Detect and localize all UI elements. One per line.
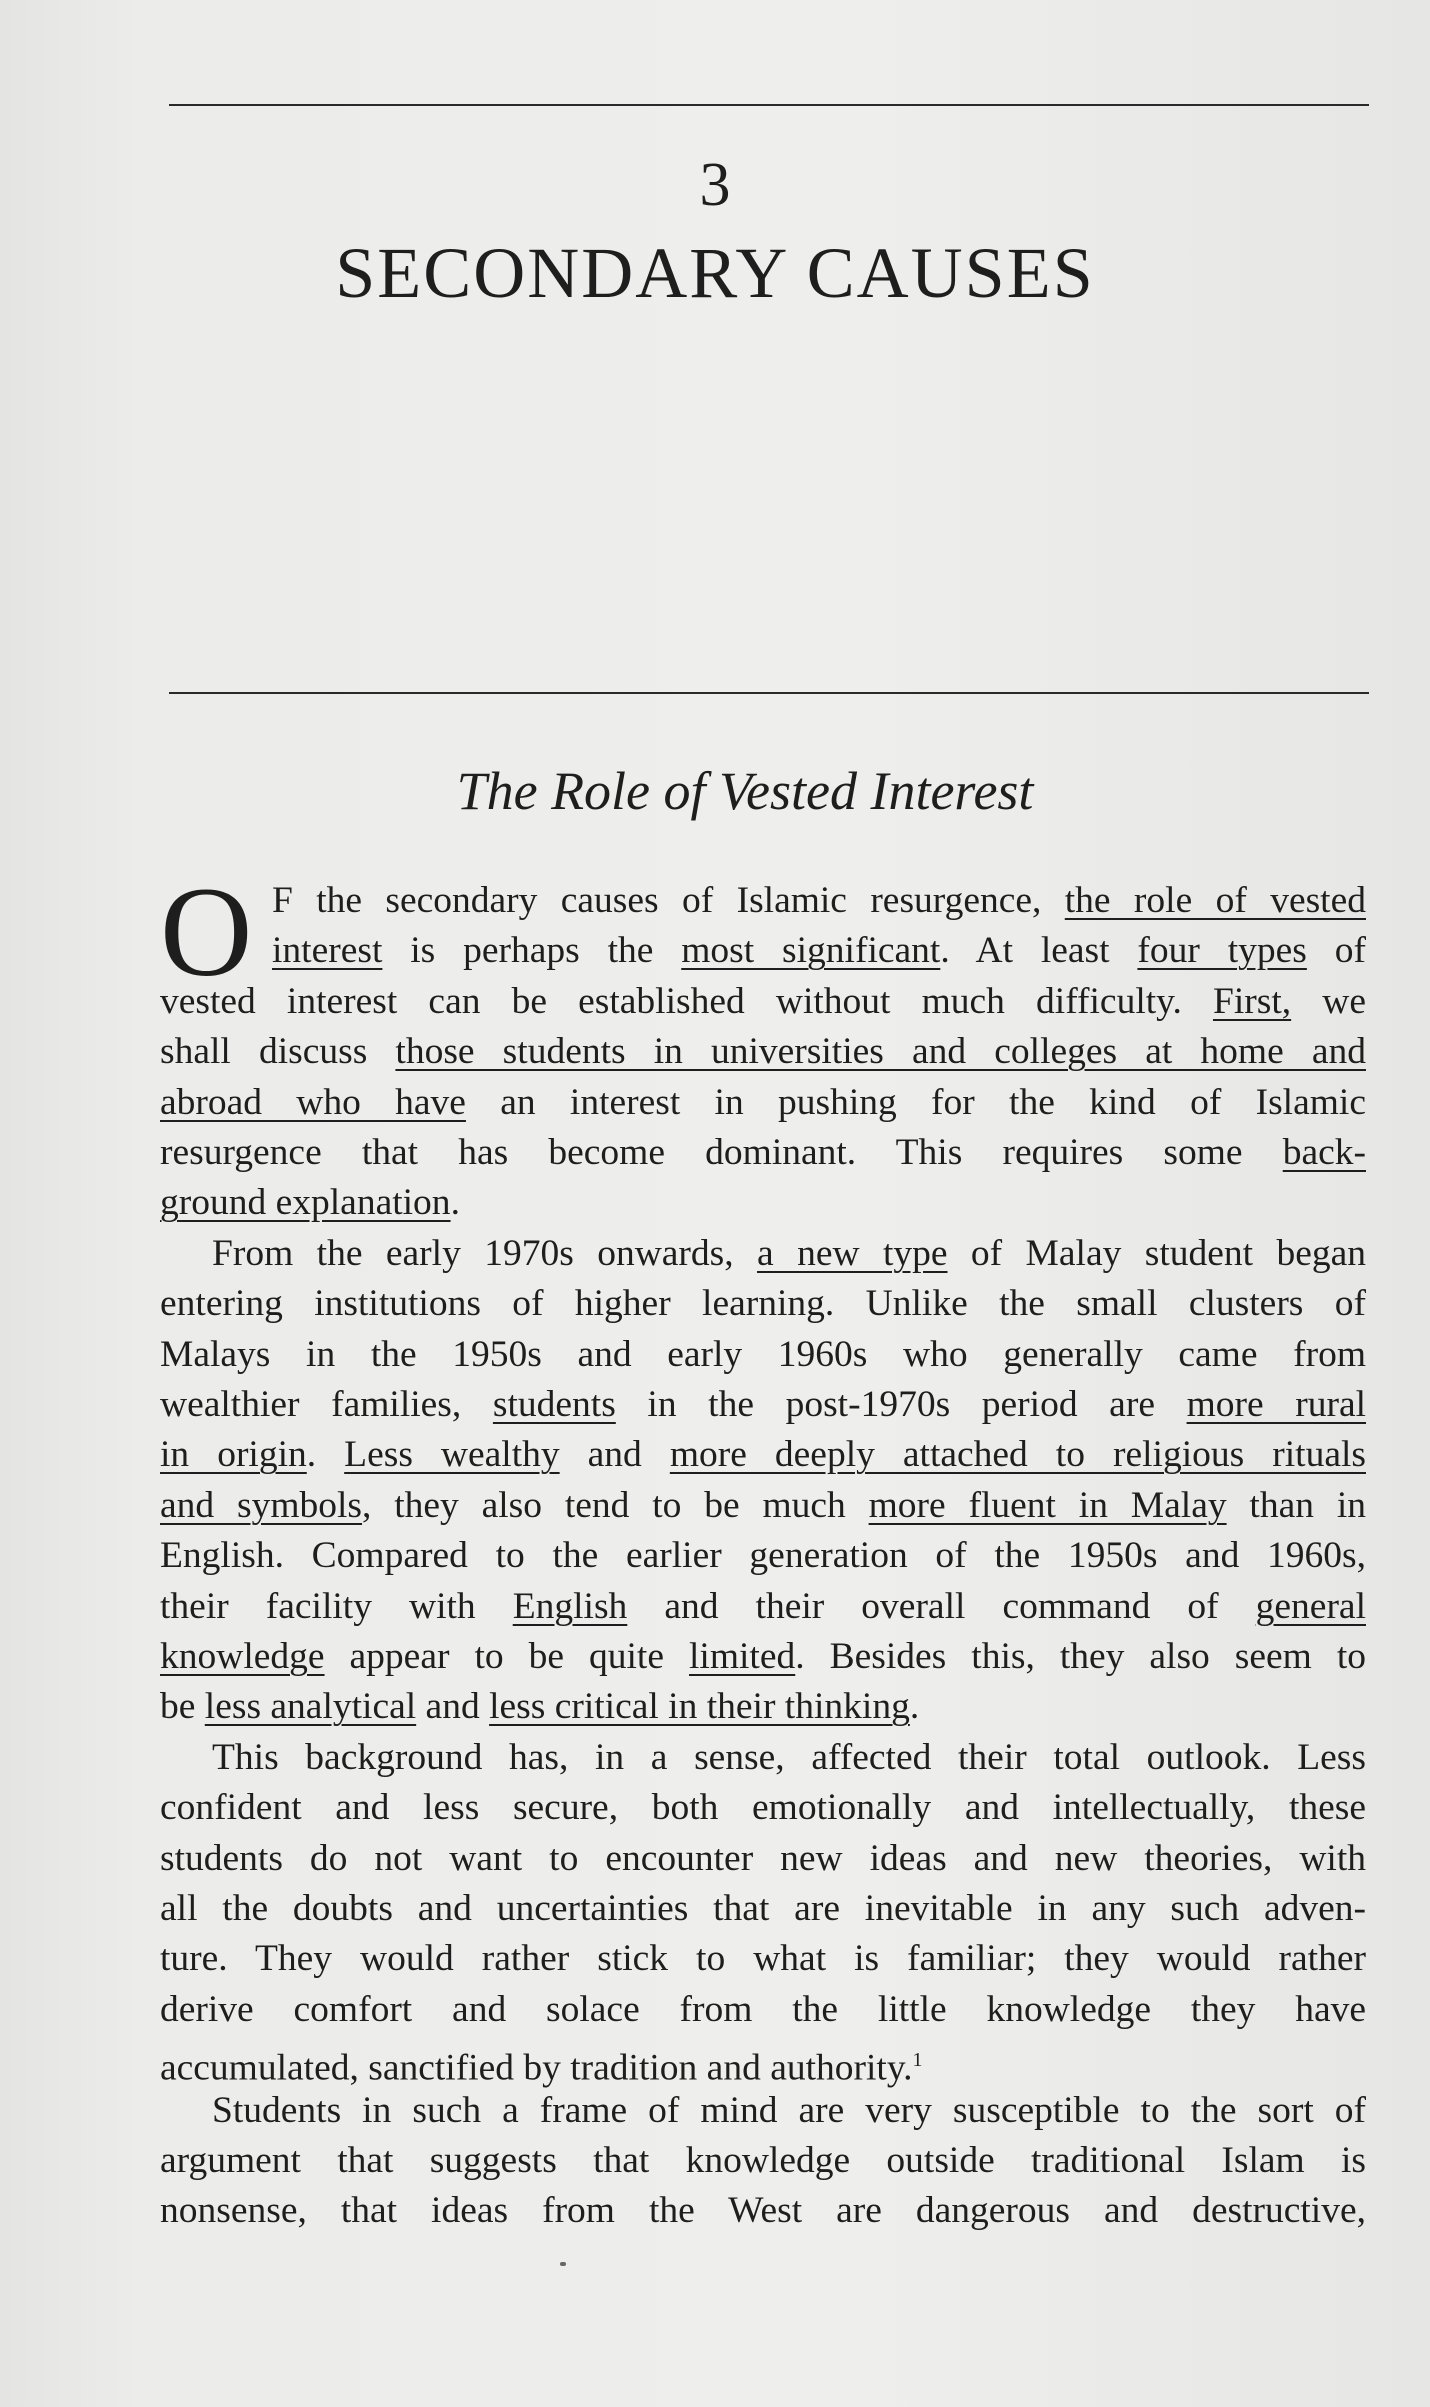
text-line bbox=[160, 1330, 1366, 1380]
underlined-phrase: more deeply attached to religious rituals bbox=[669, 1434, 1366, 1476]
text-run: vested interest can be established without much difficulty. bbox=[160, 980, 1213, 1022]
underlined-phrase: First, bbox=[1212, 980, 1292, 1022]
underlined-phrase: more rural bbox=[1186, 1384, 1367, 1425]
text-run: students do not want to encounter new ideas and new theories, with bbox=[160, 1837, 1366, 1879]
text-run: From the early 1970s onwards, bbox=[212, 1232, 758, 1274]
underlined-phrase: back- bbox=[1282, 1132, 1366, 1173]
underlined-phrase: and symbols bbox=[160, 1484, 362, 1526]
text-run: resurgence that has become dominant. This requires some bbox=[160, 1132, 1283, 1173]
text-line bbox=[160, 1582, 1366, 1632]
text-line bbox=[212, 1229, 1366, 1279]
underlined-phrase: most significant bbox=[681, 930, 941, 972]
text-run: than in bbox=[1226, 1484, 1366, 1526]
underlined-phrase: a new type bbox=[757, 1232, 948, 1274]
chapter-title: SECONDARY CAUSES bbox=[335, 233, 1095, 313]
text-run: shall discuss bbox=[160, 1031, 396, 1073]
text-line bbox=[160, 2035, 1366, 2089]
text-line bbox=[160, 1027, 1366, 1077]
text-run: is perhaps the bbox=[382, 930, 682, 972]
drop-cap: O bbox=[160, 861, 253, 1003]
underlined-phrase: students bbox=[492, 1384, 616, 1425]
underlined-phrase: the role of vested bbox=[1064, 880, 1366, 921]
text-run: wealthier families, bbox=[160, 1384, 493, 1425]
text-run: and bbox=[416, 1686, 490, 1728]
text-line bbox=[160, 1430, 1366, 1480]
text-run: an interest in pushing for the kind of Islamic bbox=[465, 1081, 1366, 1123]
scan-speck bbox=[560, 2262, 566, 2266]
text-run: English. Compared to the earlier generation of the 1950s and 1960s, bbox=[160, 1535, 1366, 1577]
text-run: . bbox=[450, 1182, 460, 1224]
text-line bbox=[160, 1834, 1366, 1884]
text-line bbox=[272, 926, 1366, 976]
text-line bbox=[160, 1078, 1366, 1128]
section-title: The Role of Vested Interest bbox=[456, 761, 1034, 821]
text-run: Students in such a frame of mind are very susceptible to the sort of bbox=[212, 2089, 1366, 2131]
text-line bbox=[160, 1531, 1366, 1581]
text-run: , they also tend to be much bbox=[362, 1484, 869, 1526]
underlined-phrase: more fluent in Malay bbox=[868, 1484, 1227, 1526]
chapter-number: 3 bbox=[699, 151, 731, 219]
text-run: F the secondary causes of Islamic resurgence, bbox=[272, 880, 1065, 921]
text-line bbox=[160, 1783, 1366, 1833]
underlined-phrase: less analytical bbox=[204, 1686, 417, 1728]
underlined-phrase: abroad who have bbox=[160, 1081, 466, 1123]
text-line bbox=[160, 1128, 1366, 1178]
text-run: This background has, in a sense, affected their total outlook. Less bbox=[212, 1736, 1366, 1778]
text-run: appear to be quite bbox=[324, 1636, 689, 1677]
underlined-phrase: less critical in their thinking bbox=[489, 1686, 910, 1728]
text-line bbox=[160, 1934, 1366, 1984]
underlined-phrase: Less wealthy bbox=[344, 1434, 560, 1476]
text-run: in the post-1970s period are bbox=[615, 1384, 1187, 1425]
text-line bbox=[160, 1632, 1366, 1682]
text-run: . At least bbox=[940, 930, 1138, 972]
text-run: of Malay student began bbox=[947, 1232, 1367, 1274]
text-run: ture. They would rather stick to what is familiar; they would rather bbox=[160, 1938, 1366, 1980]
text-line bbox=[160, 2136, 1366, 2186]
text-run: all the doubts and uncertainties that are inevitable in any such adven- bbox=[160, 1888, 1366, 1929]
text-run: confident and less secure, both emotionally and intellectually, these bbox=[160, 1787, 1366, 1829]
underlined-phrase: limited bbox=[689, 1636, 796, 1677]
underlined-phrase: four types bbox=[1137, 930, 1307, 972]
text-run: entering institutions of higher learning. Unlike the small clusters of bbox=[160, 1283, 1366, 1325]
text-run: and their overall command of bbox=[627, 1585, 1256, 1627]
underlined-phrase: English bbox=[512, 1585, 628, 1627]
text-line bbox=[160, 1682, 1366, 1732]
text-run: their facility with bbox=[160, 1585, 513, 1627]
text-run: argument that suggests that knowledge outside traditional Islam is bbox=[160, 2140, 1366, 2181]
text-run: and bbox=[559, 1434, 670, 1476]
underlined-phrase: ground explanation bbox=[160, 1182, 451, 1224]
underlined-phrase: interest bbox=[272, 930, 383, 972]
text-line bbox=[160, 1985, 1366, 2035]
text-run: . bbox=[909, 1686, 920, 1728]
text-run: accumulated, sanctified by tradition and authority. bbox=[160, 2047, 913, 2089]
text-line bbox=[212, 2086, 1366, 2136]
section-rule bbox=[169, 692, 1369, 694]
text-line bbox=[272, 876, 1366, 926]
text-run: . bbox=[306, 1434, 345, 1476]
text-line bbox=[212, 1733, 1366, 1783]
text-line bbox=[160, 1279, 1366, 1329]
top-rule bbox=[169, 104, 1369, 106]
text-line bbox=[160, 1380, 1366, 1430]
underlined-phrase: in origin bbox=[160, 1434, 307, 1476]
text-line bbox=[160, 1481, 1366, 1531]
text-run: . Besides this, they also seem to bbox=[795, 1636, 1367, 1677]
footnote-marker: 1 bbox=[912, 2049, 923, 2072]
underlined-phrase: general bbox=[1255, 1585, 1366, 1627]
text-line bbox=[160, 1178, 1366, 1228]
text-run: we bbox=[1291, 980, 1366, 1022]
text-line bbox=[160, 1884, 1366, 1934]
text-run: derive comfort and solace from the little knowledge they have bbox=[160, 1988, 1366, 2030]
text-run: of bbox=[1306, 930, 1366, 972]
underlined-phrase: those students in universities and colleges at home and bbox=[395, 1031, 1366, 1073]
text-line bbox=[160, 2186, 1366, 2236]
text-run: be bbox=[160, 1686, 205, 1728]
text-line bbox=[160, 977, 1366, 1027]
underlined-phrase: knowledge bbox=[160, 1636, 325, 1677]
text-run: nonsense, that ideas from the West are dangerous and destructive, bbox=[160, 2190, 1366, 2232]
text-run: Malays in the 1950s and early 1960s who generally came from bbox=[160, 1333, 1366, 1375]
